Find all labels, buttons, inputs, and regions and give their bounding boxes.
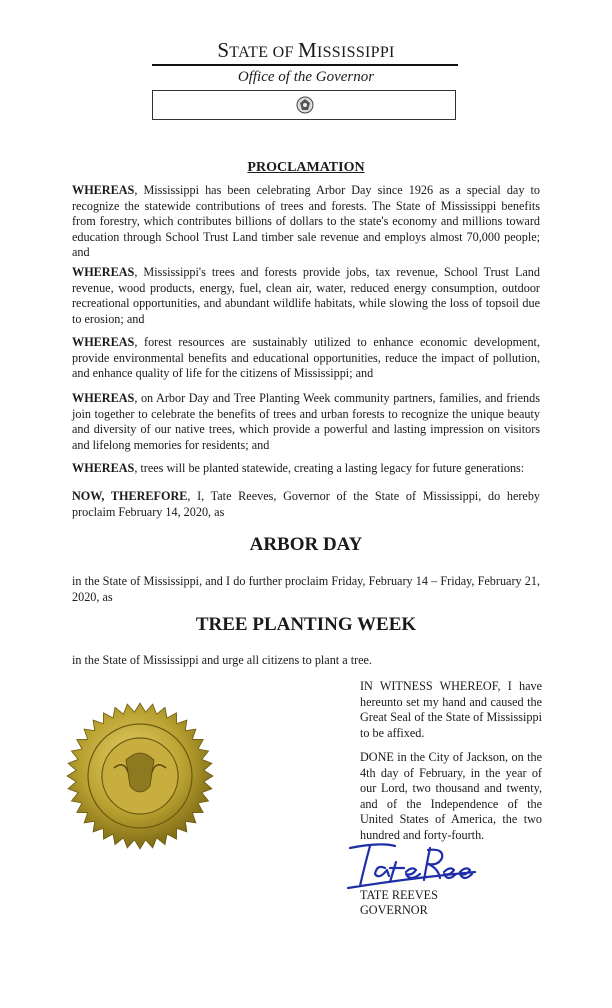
witness-block: IN WITNESS WHEREOF, I have hereunto set my hand and caused the Great Seal of the State of Mississippi to be affixed. xyxy=(360,679,542,740)
letterhead-office: Office of the Governor xyxy=(237,69,375,85)
state-word-1: TATE OF xyxy=(229,44,298,61)
signature-title: GOVERNOR xyxy=(360,903,428,917)
paragraph-4-text: , on Arbor Day and Tree Planting Week community partners, families, and friends join together to celebrate the benefits of trees and urban forests to recognize the unique beauty and diversity of our native trees, which provide a powerful and lasting impression on visitors and lifelong memories for residents; and xyxy=(72,391,540,452)
paragraph-6-text: , I, Tate Reeves, Governor of the State of Mississippi, do hereby proclaim February 14, 2020, as xyxy=(72,489,541,519)
signature-block xyxy=(360,888,438,918)
state-initial: S xyxy=(217,38,230,62)
proclamation-title: PROCLAMATION xyxy=(247,160,365,175)
paragraph-6 xyxy=(72,489,540,520)
paragraph-3 xyxy=(72,335,540,382)
paragraph-5-lead: WHEREAS xyxy=(72,461,135,476)
tree-planting-week-banner: TREE PLANTING WEEK xyxy=(195,614,417,635)
paragraph-after-tree-week: in the State of Mississippi and urge all citizens to plant a tree. xyxy=(72,653,372,668)
paragraph-5 xyxy=(72,461,540,477)
paragraph-1-lead: WHEREAS xyxy=(72,183,135,198)
paragraph-3-text: , forest resources are sustainably utilized to enhance economic development, provide environmental benefits and educational opportunities, reduce the impact of pollution, and enhance quality of life for the citizens of Mississippi; and xyxy=(72,335,540,381)
state-crest-icon xyxy=(295,95,315,115)
paragraph-1 xyxy=(72,183,540,261)
paragraph-2-text: , Mississippi's trees and forests provide jobs, tax revenue, School Trust Land revenue, wood products, energy, fuel, clean air, water, reduced energy consumption, outdoor recreational opportunities, and abundant wildlife habitats, while slowing the loss of topsoil due to erosion; and xyxy=(72,265,540,326)
done-block: DONE in the City of Jackson, on the 4th day of February, in the year of our Lord, two thousand and twenty, and of the Independence of the United States of America, the two hundred and forty-fourth. xyxy=(360,750,542,842)
letterhead-rule xyxy=(152,64,458,66)
paragraph-1-text: , Mississippi has been celebrating Arbor Day since 1926 as a special day to recognize the statewide contributions of trees and forests. The State of Mississippi benefits from forestry, which contributes billions of dollars to the state's economy and millions toward education through School Trust Land timber sale revenue and employs almost 70,000 people; and xyxy=(72,183,540,260)
state-word-2: ISSISSIPPI xyxy=(316,44,395,61)
arbor-day-banner: ARBOR DAY xyxy=(249,534,363,555)
paragraph-2-lead: WHEREAS xyxy=(72,265,135,280)
letterhead-state xyxy=(0,38,612,63)
great-seal-icon xyxy=(66,702,214,850)
paragraph-2 xyxy=(72,265,540,327)
paragraph-4-lead: WHEREAS xyxy=(72,391,135,406)
paragraph-5-text: , trees will be planted statewide, creating a lasting legacy for future generations: xyxy=(134,461,525,476)
paragraph-4 xyxy=(72,391,540,453)
state-initial-m: M xyxy=(297,38,317,62)
paragraph-3-lead: WHEREAS xyxy=(72,335,135,350)
governor-signature xyxy=(340,838,480,893)
signature-name: TATE REEVES xyxy=(360,888,438,902)
paragraph-after-arbor-day: in the State of Mississippi, and I do further proclaim Friday, February 14 – Friday, February 21, 2020, as xyxy=(72,574,540,604)
paragraph-6-lead: NOW, THEREFORE xyxy=(72,489,188,504)
